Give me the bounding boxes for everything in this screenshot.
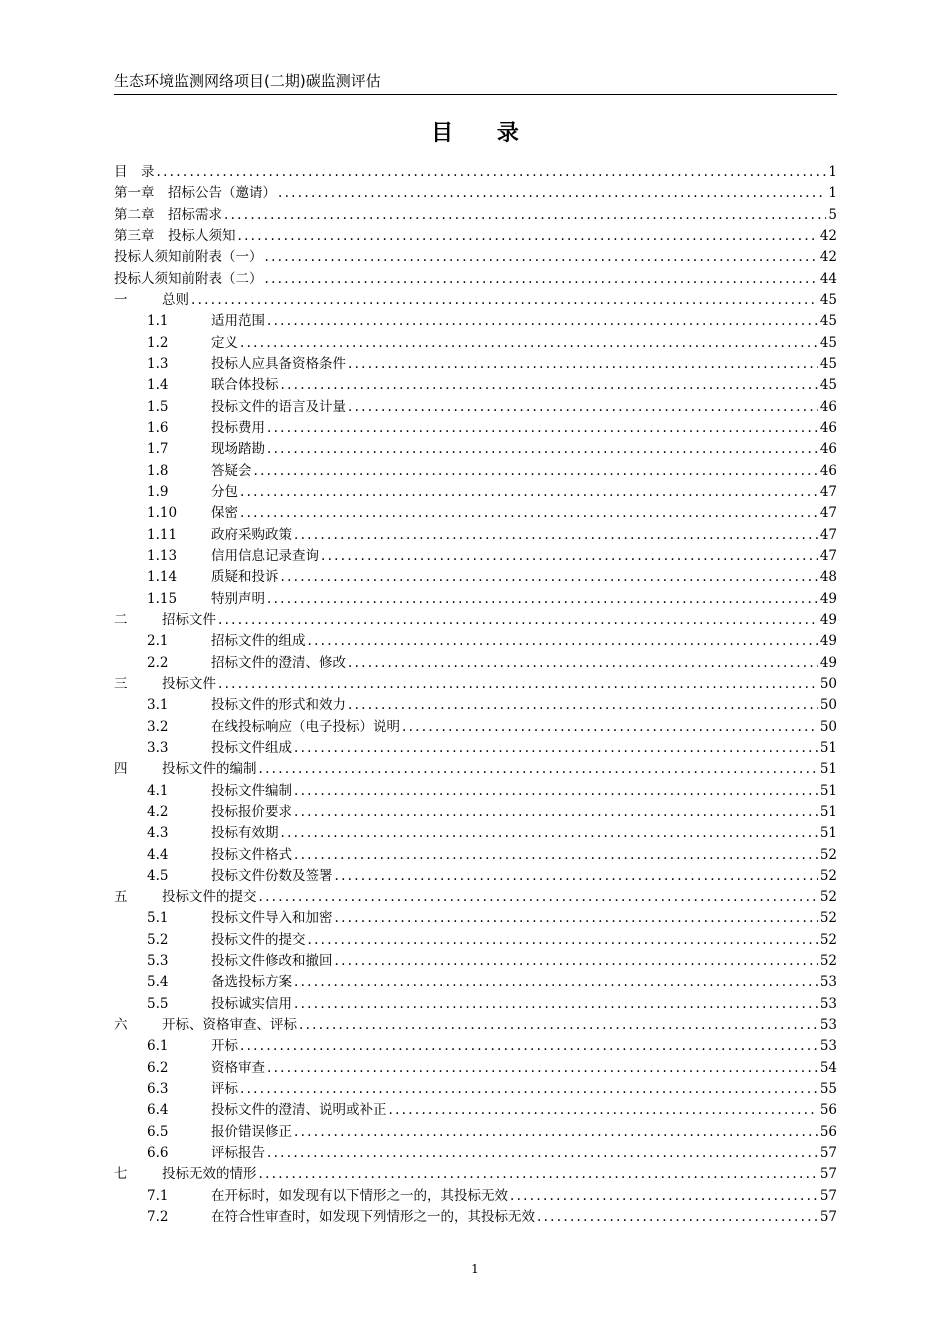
toc-entry-page: 52 <box>819 846 837 863</box>
toc-entry-number: 6.4 <box>147 1102 169 1119</box>
toc-title: 目 录 <box>431 121 537 146</box>
toc-entry-text: 质疑和投诉 <box>211 569 279 586</box>
toc-entry-page: 46 <box>819 398 837 415</box>
toc-entry-text: 投标报价要求 <box>211 803 292 820</box>
toc-entry-text: 投标文件组成 <box>211 739 292 756</box>
toc-dot-leader <box>335 866 818 887</box>
toc-entry-number: 7.2 <box>147 1209 169 1226</box>
toc-entry[interactable] <box>114 269 837 290</box>
toc-entry[interactable] <box>114 930 837 951</box>
toc-entry-number: 1.5 <box>147 398 169 415</box>
toc-entry-number: 1.14 <box>147 569 178 586</box>
toc-entry-number: 5.2 <box>147 931 169 948</box>
toc-entry[interactable] <box>114 823 837 844</box>
toc-entry-text: 投标文件份数及签署 <box>211 867 333 884</box>
toc-entry[interactable] <box>114 1036 837 1057</box>
toc-dot-leader <box>267 589 818 610</box>
toc-entry-text: 政府采购政策 <box>211 526 292 543</box>
toc-entry-number: 1.1 <box>147 313 169 330</box>
toc-entry-number: 4.3 <box>147 825 169 842</box>
toc-entry[interactable] <box>114 1143 837 1164</box>
toc-entry[interactable] <box>114 354 837 375</box>
toc-entry[interactable] <box>114 1207 837 1228</box>
toc-dot-leader <box>259 887 818 908</box>
toc-entry-page: 53 <box>819 1038 837 1055</box>
toc-entry[interactable] <box>114 525 837 546</box>
toc-entry-text: 在线投标响应（电子投标）说明 <box>211 718 400 735</box>
toc-dot-leader <box>191 290 818 311</box>
toc-entry-page: 46 <box>819 441 837 458</box>
toc-entry-page: 49 <box>819 590 837 607</box>
toc-entry-page: 51 <box>819 782 837 799</box>
toc-dot-leader <box>238 226 818 247</box>
toc-entry-number: 1.4 <box>147 377 169 394</box>
toc-entry-text: 报价错误修正 <box>211 1123 292 1140</box>
toc-dot-leader <box>321 546 818 567</box>
toc-entry[interactable] <box>114 418 837 439</box>
toc-entry-text: 现场踏勘 <box>211 441 265 458</box>
toc-dot-leader <box>335 951 818 972</box>
toc-entry-page: 52 <box>819 953 837 970</box>
toc-entry-text: 投标人应具备资格条件 <box>211 355 346 372</box>
toc-entry-page: 51 <box>819 739 837 756</box>
toc-dot-leader <box>265 247 818 268</box>
toc-entry-text: 投标文件的编制 <box>162 761 257 778</box>
toc-dot-leader <box>267 439 818 460</box>
toc-entry-number: 1.3 <box>147 355 169 372</box>
toc-dot-leader <box>281 375 818 396</box>
toc-entry-page: 47 <box>819 483 837 500</box>
toc-entry-number: 4.1 <box>147 782 169 799</box>
toc-entry-number: 3.3 <box>147 739 169 756</box>
toc-entry[interactable] <box>114 1058 837 1079</box>
toc-entry-page: 46 <box>819 419 837 436</box>
toc-dot-leader <box>294 972 818 993</box>
toc-dot-leader <box>259 1164 818 1185</box>
toc-entry-number: 1.11 <box>147 526 178 543</box>
toc-entry-number: 1.15 <box>147 590 178 607</box>
toc-entry-number: 3.1 <box>147 697 169 714</box>
toc-entry-number: 5.4 <box>147 974 169 991</box>
toc-entry-page: 47 <box>819 547 837 564</box>
toc-entry-page: 53 <box>819 995 837 1012</box>
toc-dot-leader <box>218 674 818 695</box>
toc-entry[interactable] <box>114 226 837 247</box>
toc-entry-text: 招标文件 <box>162 611 216 628</box>
toc-dot-leader <box>510 1186 818 1207</box>
toc-entry-page: 57 <box>819 1145 837 1162</box>
toc-entry[interactable] <box>114 546 837 567</box>
toc-dot-leader <box>294 781 818 802</box>
toc-entry[interactable] <box>114 482 837 503</box>
toc-entry[interactable] <box>114 375 837 396</box>
toc-entry-number: 二 <box>114 611 128 628</box>
toc-entry-page: 49 <box>819 611 837 628</box>
toc-entry-text: 第一章 招标公告（邀请） <box>114 185 276 202</box>
toc-dot-leader <box>240 1079 818 1100</box>
toc-entry-number: 5.5 <box>147 995 169 1012</box>
toc-entry[interactable] <box>114 1186 837 1207</box>
toc-entry-text: 目 录 <box>114 164 155 180</box>
toc-entry-number: 五 <box>114 889 128 906</box>
toc-entry-page: 52 <box>819 931 837 948</box>
toc-dot-leader <box>281 567 818 588</box>
toc-entry-text: 评标报告 <box>211 1145 265 1162</box>
toc-dot-leader <box>267 311 818 332</box>
toc-entry[interactable] <box>114 887 837 908</box>
toc-dot-leader <box>389 1100 818 1121</box>
toc-entry-text: 备选投标方案 <box>211 974 292 991</box>
toc-entry-page: 57 <box>819 1187 837 1204</box>
toc-entry-page: 57 <box>819 1166 837 1183</box>
toc-entry-number: 6.3 <box>147 1081 169 1098</box>
toc-dot-leader <box>240 503 818 524</box>
toc-entry-text: 投标费用 <box>211 419 265 436</box>
toc-entry-page: 1 <box>828 164 837 180</box>
toc-dot-leader <box>265 269 818 290</box>
toc-entry-page: 47 <box>819 526 837 543</box>
toc-entry[interactable] <box>114 461 837 482</box>
toc-entry[interactable] <box>114 162 837 183</box>
toc-entry[interactable] <box>114 567 837 588</box>
toc-entry-text: 答疑会 <box>211 462 252 479</box>
toc-entry-page: 56 <box>819 1102 837 1119</box>
toc-dot-leader <box>157 162 827 183</box>
toc-dot-leader <box>259 759 818 780</box>
toc-entry[interactable] <box>114 333 837 354</box>
toc-entry-page: 47 <box>819 505 837 522</box>
toc-entry-number: 4.5 <box>147 867 169 884</box>
toc-entry-page: 51 <box>819 803 837 820</box>
toc-entry-number: 5.1 <box>147 910 169 927</box>
toc-entry-number: 1.7 <box>147 441 169 458</box>
toc-entry-page: 52 <box>819 910 837 927</box>
toc-entry[interactable] <box>114 845 837 866</box>
toc-entry-text: 招标文件的组成 <box>211 633 306 650</box>
toc-entry-text: 投标文件的提交 <box>162 889 257 906</box>
toc-entry[interactable] <box>114 311 837 332</box>
toc-entry-number: 6.1 <box>147 1038 169 1055</box>
running-header: 生态环境监测网络项目(二期)碳监测评估 <box>114 72 837 95</box>
table-of-contents <box>114 162 837 1228</box>
toc-dot-leader <box>240 1036 818 1057</box>
toc-entry-number: 2.1 <box>147 633 169 650</box>
toc-entry[interactable] <box>114 972 837 993</box>
toc-entry-page: 53 <box>819 974 837 991</box>
toc-entry-text: 投标文件修改和撤回 <box>211 953 333 970</box>
toc-entry[interactable] <box>114 1079 837 1100</box>
toc-entry[interactable] <box>114 1015 837 1036</box>
toc-dot-leader <box>254 461 818 482</box>
toc-entry-text: 投标文件的语言及计量 <box>211 398 346 415</box>
toc-entry[interactable] <box>114 653 837 674</box>
toc-entry-number: 1.8 <box>147 462 169 479</box>
toc-entry-page: 45 <box>819 334 837 351</box>
toc-entry-number: 3.2 <box>147 718 169 735</box>
toc-dot-leader <box>335 908 818 929</box>
toc-entry[interactable] <box>114 759 837 780</box>
toc-entry-text: 投标人须知前附表（一） <box>114 249 263 266</box>
toc-entry-page: 56 <box>819 1123 837 1140</box>
toc-entry[interactable] <box>114 738 837 759</box>
toc-entry-number: 四 <box>114 761 128 778</box>
toc-entry-text: 投标文件 <box>162 675 216 692</box>
toc-entry-number: 一 <box>114 291 128 308</box>
toc-entry[interactable] <box>114 866 837 887</box>
toc-entry-number: 6.6 <box>147 1145 169 1162</box>
toc-dot-leader <box>348 695 818 716</box>
toc-entry[interactable] <box>114 1100 837 1121</box>
page-number: 1 <box>471 1262 479 1276</box>
toc-entry-text: 分包 <box>211 483 238 500</box>
toc-entry[interactable] <box>114 781 837 802</box>
toc-entry-page: 46 <box>819 462 837 479</box>
toc-dot-leader <box>267 1143 818 1164</box>
toc-entry-page: 50 <box>819 697 837 714</box>
toc-entry-page: 49 <box>819 633 837 650</box>
toc-dot-leader <box>294 525 818 546</box>
toc-entry[interactable] <box>114 589 837 610</box>
toc-entry[interactable] <box>114 290 837 311</box>
toc-dot-leader <box>348 354 818 375</box>
toc-entry-page: 45 <box>819 291 837 308</box>
toc-dot-leader <box>294 802 818 823</box>
toc-entry-text: 投标文件的提交 <box>211 931 306 948</box>
toc-entry-number: 6.5 <box>147 1123 169 1140</box>
toc-entry[interactable] <box>114 631 837 652</box>
toc-entry-page: 45 <box>819 313 837 330</box>
toc-entry-text: 在符合性审查时，如发现下列情形之一的，其投标无效 <box>211 1209 535 1226</box>
toc-entry-text: 信用信息记录查询 <box>211 547 319 564</box>
toc-entry-page: 44 <box>819 270 837 287</box>
toc-entry-number: 4.2 <box>147 803 169 820</box>
toc-entry[interactable] <box>114 439 837 460</box>
toc-entry-number: 1.2 <box>147 334 169 351</box>
toc-entry[interactable] <box>114 503 837 524</box>
toc-entry-page: 45 <box>819 355 837 372</box>
toc-entry-text: 投标有效期 <box>211 825 279 842</box>
toc-entry-page: 45 <box>819 377 837 394</box>
toc-dot-leader <box>402 717 818 738</box>
toc-entry-number: 2.2 <box>147 654 169 671</box>
toc-entry-text: 第三章 投标人须知 <box>114 227 236 244</box>
toc-entry-text: 特别声明 <box>211 590 265 607</box>
toc-entry-number: 七 <box>114 1166 128 1183</box>
toc-entry-page: 57 <box>819 1209 837 1226</box>
toc-entry[interactable] <box>114 1122 837 1143</box>
toc-entry-text: 投标文件导入和加密 <box>211 910 333 927</box>
toc-dot-leader <box>240 333 818 354</box>
toc-entry-text: 招标文件的澄清、修改 <box>211 654 346 671</box>
toc-dot-leader <box>308 930 818 951</box>
toc-entry-text: 投标无效的情形 <box>162 1166 257 1183</box>
toc-entry[interactable] <box>114 717 837 738</box>
toc-entry-text: 定义 <box>211 334 238 351</box>
toc-entry[interactable] <box>114 802 837 823</box>
toc-dot-leader <box>224 205 826 226</box>
toc-entry-number: 1.6 <box>147 419 169 436</box>
toc-entry-page: 54 <box>819 1059 837 1076</box>
toc-entry[interactable] <box>114 951 837 972</box>
toc-entry-text: 投标文件编制 <box>211 782 292 799</box>
toc-entry-page: 51 <box>819 761 837 778</box>
toc-entry[interactable] <box>114 908 837 929</box>
toc-entry-number: 六 <box>114 1017 128 1034</box>
toc-entry-page: 50 <box>819 675 837 692</box>
toc-entry[interactable] <box>114 695 837 716</box>
toc-entry-page: 51 <box>819 825 837 842</box>
toc-entry-page: 53 <box>819 1017 837 1034</box>
toc-dot-leader <box>218 610 818 631</box>
toc-dot-leader <box>267 1058 818 1079</box>
toc-entry-number: 1.10 <box>147 505 178 522</box>
toc-entry-page: 1 <box>828 185 837 202</box>
toc-entry-number: 5.3 <box>147 953 169 970</box>
toc-entry-text: 第二章 招标需求 <box>114 206 222 223</box>
toc-entry[interactable] <box>114 247 837 268</box>
toc-entry-text: 资格审查 <box>211 1059 265 1076</box>
toc-entry-text: 在开标时，如发现有以下情形之一的，其投标无效 <box>211 1187 508 1204</box>
toc-entry-page: 48 <box>819 569 837 586</box>
toc-entry-text: 投标文件的形式和效力 <box>211 697 346 714</box>
toc-dot-leader <box>348 653 818 674</box>
toc-dot-leader <box>281 823 818 844</box>
toc-entry-text: 投标人须知前附表（二） <box>114 270 263 287</box>
toc-entry[interactable] <box>114 397 837 418</box>
toc-entry[interactable] <box>114 674 837 695</box>
toc-entry[interactable] <box>114 205 837 226</box>
toc-entry-text: 适用范围 <box>211 313 265 330</box>
toc-entry-text: 评标 <box>211 1081 238 1098</box>
toc-entry-page: 5 <box>828 206 837 223</box>
toc-entry-number: 6.2 <box>147 1059 169 1076</box>
toc-entry[interactable] <box>114 994 837 1015</box>
toc-entry-number: 三 <box>114 675 128 692</box>
toc-entry-text: 投标文件格式 <box>211 846 292 863</box>
toc-entry-number: 4.4 <box>147 846 169 863</box>
toc-entry[interactable] <box>114 610 837 631</box>
toc-dot-leader <box>267 418 818 439</box>
toc-entry-number: 7.1 <box>147 1187 169 1204</box>
toc-entry-text: 开标 <box>211 1038 238 1055</box>
toc-entry-page: 49 <box>819 654 837 671</box>
toc-entry[interactable] <box>114 1164 837 1185</box>
toc-entry-page: 42 <box>819 249 837 266</box>
toc-dot-leader <box>294 1122 818 1143</box>
toc-entry-page: 52 <box>819 889 837 906</box>
toc-entry-text: 投标文件的澄清、说明或补正 <box>211 1102 387 1119</box>
toc-entry-text: 开标、资格审查、评标 <box>162 1017 297 1034</box>
toc-entry-text: 保密 <box>211 505 238 522</box>
toc-entry-page: 50 <box>819 718 837 735</box>
toc-dot-leader <box>294 845 818 866</box>
toc-entry-text: 投标诚实信用 <box>211 995 292 1012</box>
toc-dot-leader <box>294 738 818 759</box>
toc-entry-page: 42 <box>819 227 837 244</box>
toc-entry-text: 联合体投标 <box>211 377 279 394</box>
toc-dot-leader <box>348 397 818 418</box>
toc-entry-text: 总则 <box>162 291 189 308</box>
toc-dot-leader <box>308 631 818 652</box>
toc-entry-page: 52 <box>819 867 837 884</box>
toc-entry[interactable] <box>114 183 837 204</box>
toc-dot-leader <box>278 183 826 204</box>
toc-entry-number: 1.13 <box>147 547 178 564</box>
toc-dot-leader <box>299 1015 818 1036</box>
toc-entry-page: 55 <box>819 1081 837 1098</box>
toc-dot-leader <box>240 482 818 503</box>
toc-dot-leader <box>537 1207 818 1228</box>
toc-dot-leader <box>294 994 818 1015</box>
toc-entry-number: 1.9 <box>147 483 169 500</box>
